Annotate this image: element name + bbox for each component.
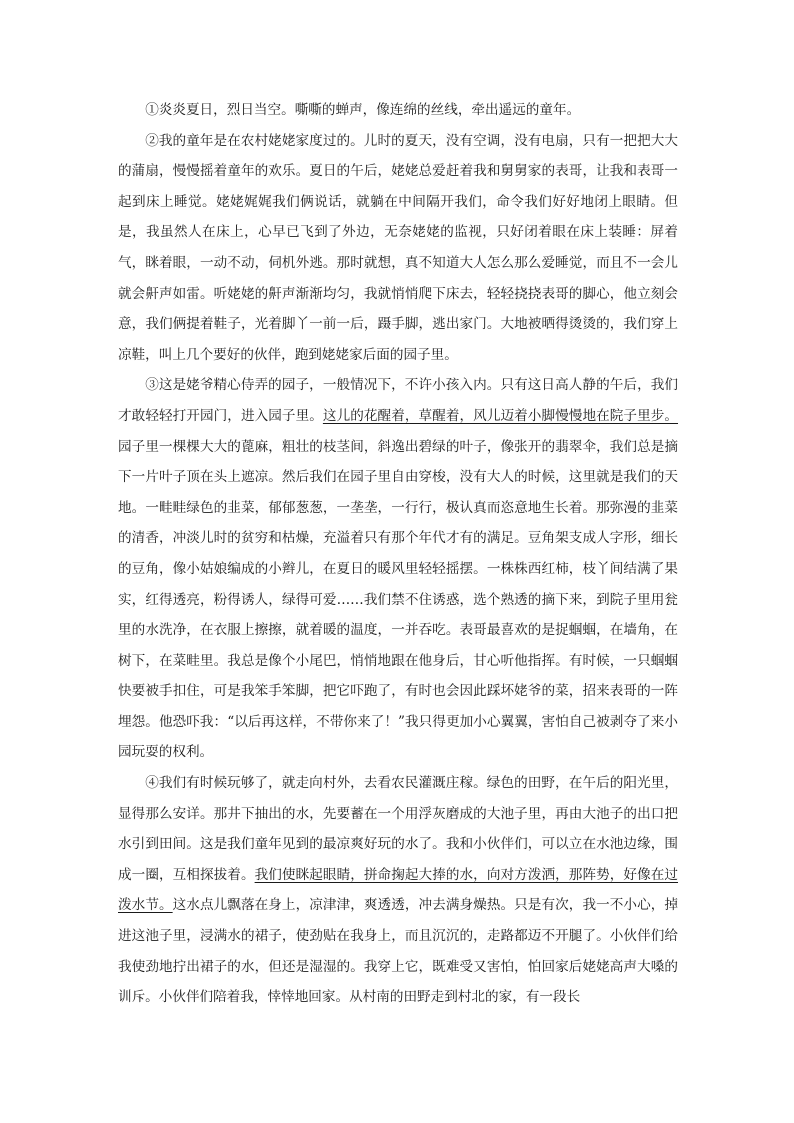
paragraph-text: 园子里一棵棵大大的蓖麻，粗壮的枝茎间，斜逸出碧绿的叶子，像张开的翡翠伞，我们总是摘下一片叶子顶在头上遮凉。然后我们在园子里自由穿梭，没有大人的时候，这里就是我们的天地。一畦畦绿色的韭菜，郁郁葱葱，一垄垄，一行行，极认真而恣意地生长着。那弥漫的韭菜的清香，冲淡儿时的贫穷和枯燥，充溢着只有那个年代才有的满足。豆角架支成人字形，细长的豆角，像小姑娘编成的小辫儿，在夏日的暖风里轻轻摇摆。一株株西红柿，枝丫间结满了果实，红得透亮，粉得诱人，绿得可爱……我们禁不住诱惑，选个熟透的摘下来，到院子里用瓮里的水洗净，在衣服上擦擦，就着暖的温度，一并吞吃。表哥最喜欢的是捉蝈蝈，在墙角，在树下，在菜畦里。我总是像个小尾巴，悄悄地跟在他身后，甘心听他指挥。有时候，一只蝈蝈快要被手扣住，可是我笨手笨脚，把它吓跑了，有时也会因此踩坏姥爷的菜，招来表哥的一阵埋怨。他恐吓我：“以后再这样，不带你来了！”我只得更加小心翼翼，害怕自己被剥夺了来小园玩耍的权利。 — [118, 438, 678, 761]
paragraph-text: ②我的童年是在农村姥姥家度过的。儿时的夏天，没有空调，没有电扇，只有一把把大大的蒲扇，慢慢摇着童年的欢乐。夏日的午后，姥姥总爱赶着我和舅舅家的表哥，让我和表哥一起到床上睡觉。姥姥娓娓我们俩说话，就躺在中间隔开我们，命令我们好好地闭上眼睛。但是，我虽然人在床上，心早已飞到了外边，无奈姥姥的监视，只好闭着眼在床上装睡：屏着气，眯着眼，一动不动，伺机外逃。那时就想，真不知道大人怎么那么爱睡觉，而且不一会儿就会鼾声如雷。听姥姥的鼾声渐渐均匀，我就悄悄爬下床去，轻轻挠挠表哥的脚心，他立刻会意，我们俩提着鞋子，光着脚丫一前一后，蹑手脚，逃出家门。大地被晒得烫烫的，我们穿上凉鞋，叫上几个要好的伙伴，跑到姥姥家后面的园子里。 — [118, 132, 678, 363]
paragraph-3 — [118, 370, 678, 768]
paragraph-text: ④我们有时候玩够了，就走向村外，去看农民灌溉庄稼。绿色的田野，在午后的阳光里，显得那么安详。那井下抽出的水，先要蓄在一个用浮灰磨成的大池子里，再由大池子的出口把水引到田间。这是我们童年见到的最凉爽好玩的水了。我和小伙伴们，可以立在水池边缘，围成一圈，互相探拔着。 — [118, 775, 678, 883]
paragraph-text: ③这是姥爷精心侍弄的园子，一般情况下，不许小孩入内。只有这日高人静的午后，我们才敢轻轻打开园门，进入园子里。 — [118, 377, 678, 424]
underlined-sentence: 我们使眯起眼睛，拼命掬起大捧的水，向对方泼洒，那阵势，好像在过泼水节。 — [118, 866, 679, 914]
paragraph-text: 这水点儿飘落在身上，凉津津，爽透透，冲去满身燥热。只是有次，我一不小心，掉进这池子里，浸满水的裙子，使劲贴在我身上，而且沉沉的，走路都迈不开腿了。小伙伴们给我使劲地拧出裙子的水，但还是湿湿的。我穿上它，既难受又害怕，怕回家后姥姥高声大嗓的训斥。小伙伴们陪着我，悻悻地回家。从村南的田野走到村北的家，有一段长 — [118, 897, 678, 1006]
paragraph-1 — [118, 95, 678, 126]
underlined-sentence: 这儿的花醒着，草醒着，风儿迈着小脚慢慢地在院子里步。 — [322, 407, 679, 424]
paragraph-4 — [118, 768, 678, 1013]
article-body — [118, 95, 678, 1013]
paragraph-text: ①炎炎夏日，烈日当空。嘶嘶的蝉声，像连绵的丝线，牵出遥远的童年。 — [145, 102, 581, 118]
paragraph-2 — [118, 126, 678, 371]
